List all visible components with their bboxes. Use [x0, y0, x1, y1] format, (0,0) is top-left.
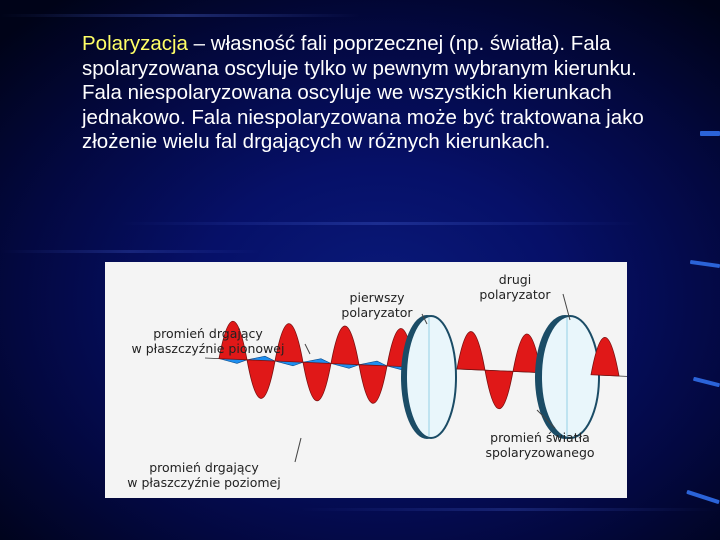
vertical-wave-lobe [485, 370, 513, 409]
label-polarized-ray [465, 430, 615, 460]
label-horizontal-ray-line2: w płaszczyźnie poziomej [127, 475, 281, 490]
polarized-wave-between [457, 332, 541, 409]
vertical-wave-lobe [303, 362, 331, 401]
edge-dash [700, 131, 720, 136]
label-polarized-ray-line1: promień światła [490, 430, 590, 445]
label-second-polarizer-line1: drugi [498, 272, 532, 287]
vertical-wave-lobe [359, 365, 387, 404]
label-first-polarizer-line2: polaryzator [341, 305, 413, 320]
label-vertical-ray [113, 326, 303, 356]
second-polarizer [535, 315, 599, 439]
label-vertical-ray-line2: w płaszczyźnie pionowej [131, 341, 285, 356]
description-text: – własność fali poprzecznej (np. światła). Fala spolaryzowana oscyluje tylko w pewnym wybranym kierunku. Fala niespolaryzowana oscyluje we wszystkich kierunkach jednakowo. Fala niespolaryzowana może być traktowana jako złożenie wielu fal drgających w różnych kierunkach. [82, 32, 644, 153]
background-streak [300, 508, 720, 511]
label-first-polarizer-line1: pierwszy [349, 290, 405, 305]
background-streak [0, 14, 360, 17]
background-streak [120, 222, 640, 225]
label-second-polarizer [465, 272, 565, 302]
keyword-polaryzacja: Polaryzacja [82, 32, 188, 55]
label-polarized-ray-line2: spolaryzowanego [485, 445, 595, 460]
label-horizontal-ray [109, 460, 299, 490]
background-streak [0, 250, 260, 253]
label-first-polarizer [327, 290, 427, 320]
label-horizontal-ray-line1: promień drgający [149, 460, 259, 475]
description-paragraph [82, 32, 682, 155]
first-polarizer [401, 315, 456, 439]
label-vertical-ray-line1: promień drgający [153, 326, 263, 341]
vertical-wave-lobe [331, 326, 359, 365]
vertical-wave-lobe [247, 360, 275, 399]
label-second-polarizer-line2: polaryzator [479, 287, 551, 302]
vertical-wave-lobe [457, 332, 485, 371]
polarization-diagram [105, 262, 627, 498]
